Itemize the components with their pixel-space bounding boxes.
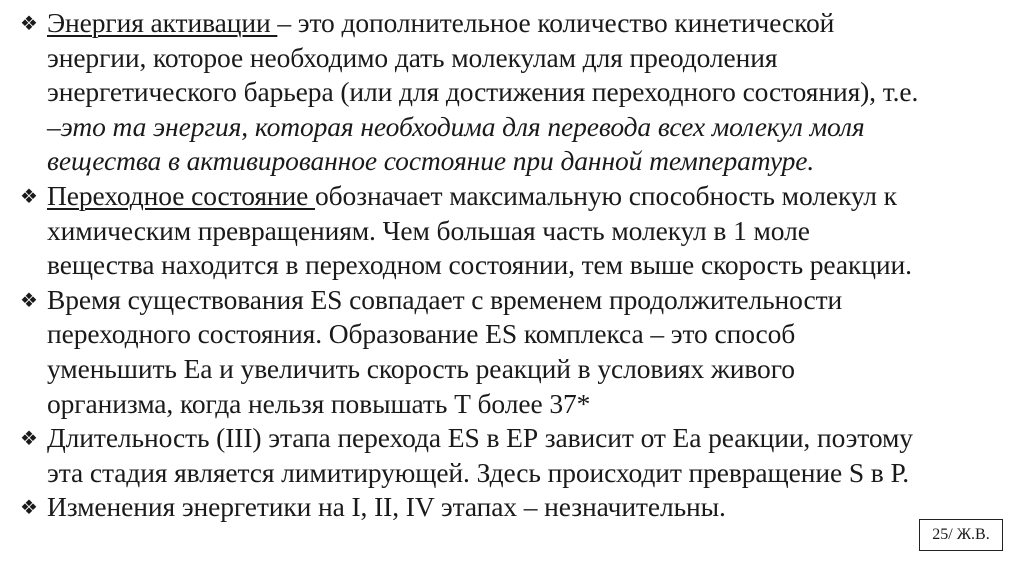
diamond-bullet-icon: ❖ bbox=[20, 495, 38, 520]
slide-content bbox=[20, 6, 1010, 525]
diamond-bullet-icon: ❖ bbox=[20, 183, 38, 208]
page-number-badge: 25/ Ж.В. bbox=[919, 519, 1003, 551]
bullet-line: вещества находится в переходном состоянии, тем выше скорость реакции. bbox=[47, 249, 912, 281]
bullet-es-lifetime bbox=[20, 283, 1010, 421]
bullet-line: Длительность (III) этапа перехода ES в ЕР зависит от Еа реакции, поэтому bbox=[47, 422, 913, 454]
bullet-line: уменьшить Еа и увеличить скорость реакций в условиях живого bbox=[47, 352, 795, 384]
bullet-line: Время существования ES совпадает с временем продолжительности bbox=[47, 283, 843, 315]
bullet-activation-energy bbox=[20, 6, 1010, 179]
diamond-bullet-icon: ❖ bbox=[20, 11, 38, 35]
bullet-line: Энергия активации – это дополнительное количество кинетической bbox=[47, 7, 835, 38]
bullet-italic-line: вещества в активированное состояние при данной температуре. bbox=[47, 145, 815, 177]
bullet-italic-line: –это та энергия, которая необходима для перевода всех молекул моля bbox=[47, 110, 865, 142]
bullet-line: химическим превращениям. Чем большая часть молекул в 1 моле bbox=[47, 214, 810, 246]
term-transition-state: Переходное состояние bbox=[47, 179, 315, 211]
diamond-bullet-icon: ❖ bbox=[20, 287, 38, 312]
term-activation-energy: Энергия активации bbox=[47, 7, 278, 38]
bullet-line: энергии, которое необходимо дать молекулам для преодоления bbox=[47, 41, 778, 73]
bullet-energy-changes bbox=[20, 490, 1010, 525]
bullet-line: эта стадия является лимитирующей. Здесь происходит превращение S в Р. bbox=[47, 456, 909, 488]
bullet-line: Переходное состояние обозначает максимальную способность молекул к bbox=[47, 179, 897, 211]
bullet-stage-duration bbox=[20, 421, 1010, 490]
diamond-bullet-icon: ❖ bbox=[20, 426, 38, 451]
bullet-line: Изменения энергетики на I, II, IV этапах – незначительны. bbox=[47, 491, 726, 523]
bullet-line: организма, когда нельзя повышать Т более 37* bbox=[47, 387, 591, 419]
bullet-line: переходного состояния. Образование ES комплекса – это способ bbox=[47, 318, 796, 350]
bullet-transition-state bbox=[20, 179, 1010, 283]
bullet-line: энергетического барьера (или для достижения переходного состояния), т.е. bbox=[47, 76, 919, 108]
